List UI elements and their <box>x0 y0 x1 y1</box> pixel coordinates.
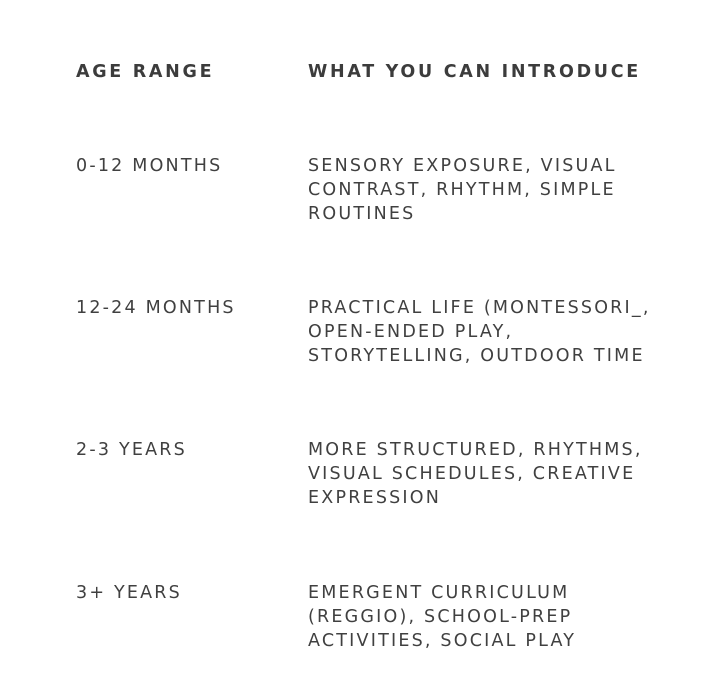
header-age-range: AGE RANGE <box>76 62 215 82</box>
header-what-you-can-introduce: WHAT YOU CAN INTRODUCE <box>308 62 641 82</box>
table-header-row <box>76 61 676 85</box>
introduce-cell: EMERGENT CURRICULUM (REGGIO), SCHOOL-PREP ACTIVITIES, SOCIAL PLAY <box>308 583 577 651</box>
introduce-cell: SENSORY EXPOSURE, VISUAL CONTRAST, RHYTHM, SIMPLE ROUTINES <box>308 156 617 224</box>
introduce-cell: PRACTICAL LIFE (MONTESSORI_, OPEN-ENDED PLAY, STORYTELLING, OUTDOOR TIME <box>308 298 651 366</box>
age-range-cell: 3+ YEARS <box>76 583 182 603</box>
age-range-cell: 2-3 YEARS <box>76 440 187 460</box>
age-range-cell: 12-24 MONTHS <box>76 298 236 318</box>
age-range-cell: 0-12 MONTHS <box>76 156 223 176</box>
introduce-cell: MORE STRUCTURED, RHYTHMS, VISUAL SCHEDULES, CREATIVE EXPRESSION <box>308 440 643 508</box>
